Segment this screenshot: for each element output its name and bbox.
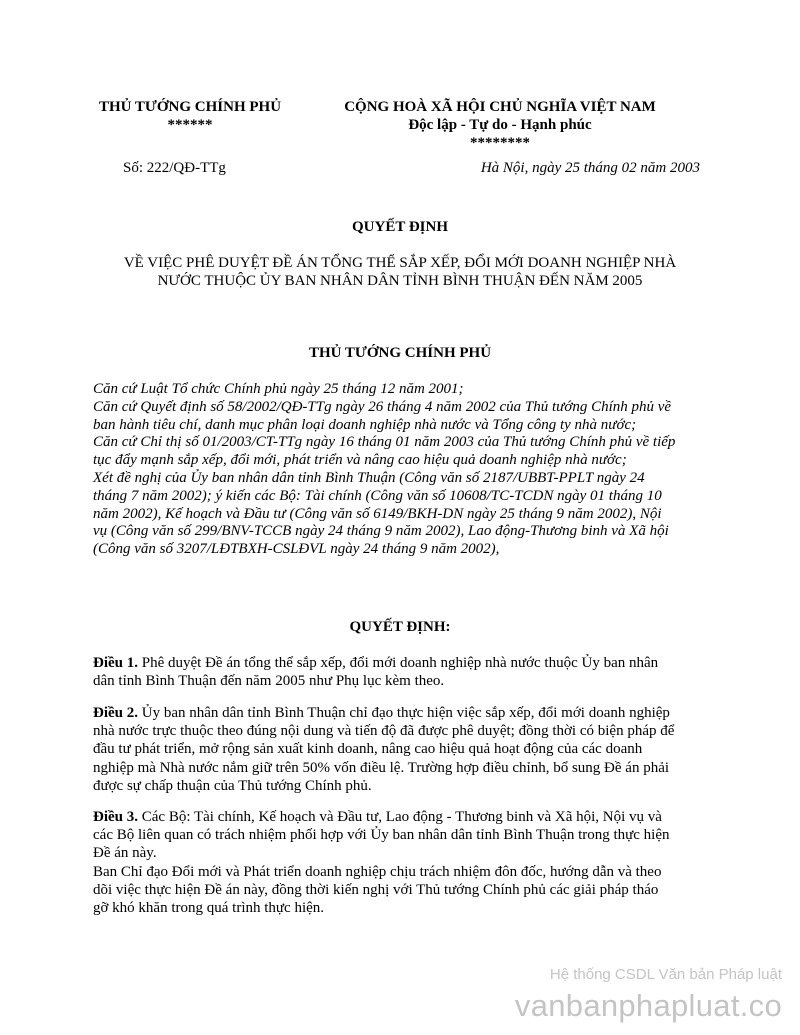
preamble-line: Căn cứ Chỉ thị số 01/2003/CT-TTg ngày 16 tháng 01 năm 2003 của Thủ tướng Chính phủ về tiếp — [93, 434, 676, 451]
article-text: dõi việc thực hiện Đề án này, đồng thời kiến nghị với Thủ tướng Chính phủ các giải pháp tháo — [93, 881, 659, 898]
article-text: gỡ khó khăn trong quá trình thực hiện. — [93, 900, 325, 917]
article-label: Điều 2. — [93, 705, 138, 721]
article-text: Ủy ban nhân dân tỉnh Bình Thuận chỉ đạo thực hiện việc sắp xếp, đổi mới doanh nghiệp — [138, 705, 670, 721]
issuer-stars: ****** — [167, 117, 213, 133]
decision-heading: QUYẾT ĐỊNH: — [349, 619, 451, 635]
preamble-line: tháng 7 năm 2002); ý kiến các Bộ: Tài chính (Công văn số 10608/TC-TCDN ngày 01 tháng 10 — [93, 487, 662, 504]
watermark-domain: vanbanphapluat.co — [514, 988, 782, 1023]
article-text: Các Bộ: Tài chính, Kế hoạch và Đầu tư, Lao động - Thương binh và Xã hội, Nội vụ và — [138, 809, 662, 825]
national-header — [300, 98, 700, 152]
article-text: dân tỉnh Bình Thuận đến năm 2005 như Phụ lục kèm theo. — [93, 673, 445, 690]
article-label: Điều 3. — [93, 809, 138, 825]
preamble — [93, 381, 675, 559]
article-text: Đề án này. — [93, 845, 157, 862]
national-motto: Độc lập - Tự do - Hạnh phúc — [408, 117, 592, 133]
preamble-line: Xét đề nghị của Ủy ban nhân dân tỉnh Bình Thuận (Công văn số 2187/UBBT-PPLT ngày 24 — [93, 469, 645, 486]
document-title: QUYẾT ĐỊNH — [352, 219, 448, 235]
preamble-line: tục đẩy mạnh sắp xếp, đổi mới, phát triển và nâng cao hiệu quả doanh nghiệp nhà nước; — [93, 452, 627, 469]
watermark — [515, 966, 782, 1024]
preamble-line: vụ (Công văn số 299/BNV-TCCB ngày 24 tháng 9 năm 2002), Lao động-Thương binh và Xã hội — [93, 523, 669, 540]
watermark-caption: Hệ thống CSDL Văn bản Pháp luật — [549, 966, 782, 983]
issuer-name: THỦ TƯỚNG CHÍNH PHỦ — [98, 99, 282, 115]
preamble-line: ban hành tiêu chí, danh mục phân loại doanh nghiệp nhà nước và Tổng công ty nhà nước; — [93, 416, 637, 433]
preamble-line: (Công văn số 3207/LĐTBXH-CSLĐVL ngày 24 tháng 9 năm 2002), — [93, 541, 500, 558]
national-stars: ******** — [470, 135, 530, 151]
article-1 — [93, 654, 658, 690]
article-text: được sự chấp thuận của Thủ tướng Chính phủ. — [93, 777, 372, 794]
document-number: Số: 222/QĐ-TTg — [123, 160, 226, 176]
preamble-line: Căn cứ Quyết định số 58/2002/QĐ-TTg ngày 26 tháng 4 năm 2002 của Thủ tướng Chính phủ về — [93, 398, 672, 415]
preamble-line: năm 2002), Kế hoạch và Đầu tư (Công văn số 6149/BKH-DN ngày 25 tháng 9 năm 2002), Nội — [93, 505, 662, 522]
preamble-line: Căn cứ Luật Tổ chức Chính phủ ngày 25 tháng 12 năm 2001; — [93, 381, 464, 397]
article-label: Điều 1. — [93, 655, 138, 671]
article-text: đầu tư phát triển, mở rộng sản xuất kinh doanh, nâng cao hiệu quả hoạt động của các doanh — [93, 741, 643, 758]
national-title: CỘNG HOÀ XÃ HỘI CHỦ NGHĨA VIỆT NAM — [344, 99, 656, 115]
document-date: Hà Nội, ngày 25 tháng 02 năm 2003 — [480, 160, 700, 176]
article-text: nhà nước trực thuộc theo đúng nội dung và tiến độ đã được phê duyệt; đồng thời có biện pháp để — [93, 723, 675, 740]
article-text: Ban Chỉ đạo Đổi mới và Phát triển doanh nghiệp chịu trách nhiệm đôn đốc, hướng dẫn và theo — [93, 863, 662, 880]
article-text: nghiệp mà Nhà nước nắm giữ trên 50% vốn điều lệ. Trường hợp điều chỉnh, bổ sung Đề án phải — [93, 759, 670, 776]
issuer-block — [60, 98, 320, 134]
article-3 — [93, 808, 670, 917]
subject-line: VỀ VIỆC PHÊ DUYỆT ĐỀ ÁN TỔNG THỂ SẮP XẾP, ĐỔI MỚI DOANH NGHIỆP NHÀ — [123, 255, 677, 271]
article-text: Phê duyệt Đề án tổng thể sắp xếp, đổi mới doanh nghiệp nhà nước thuộc Ủy ban nhân — [138, 655, 659, 671]
article-text: các Bộ liên quan có trách nhiệm phối hợp với Ủy ban nhân dân tỉnh Bình Thuận trong thực hiện — [93, 827, 670, 844]
subject-line: NƯỚC THUỘC ỦY BAN NHÂN DÂN TỈNH BÌNH THUẬN ĐẾN NĂM 2005 — [157, 273, 643, 289]
document-subject — [0, 254, 800, 290]
article-2 — [93, 704, 674, 795]
authority-heading: THỦ TƯỚNG CHÍNH PHỦ — [308, 345, 492, 361]
